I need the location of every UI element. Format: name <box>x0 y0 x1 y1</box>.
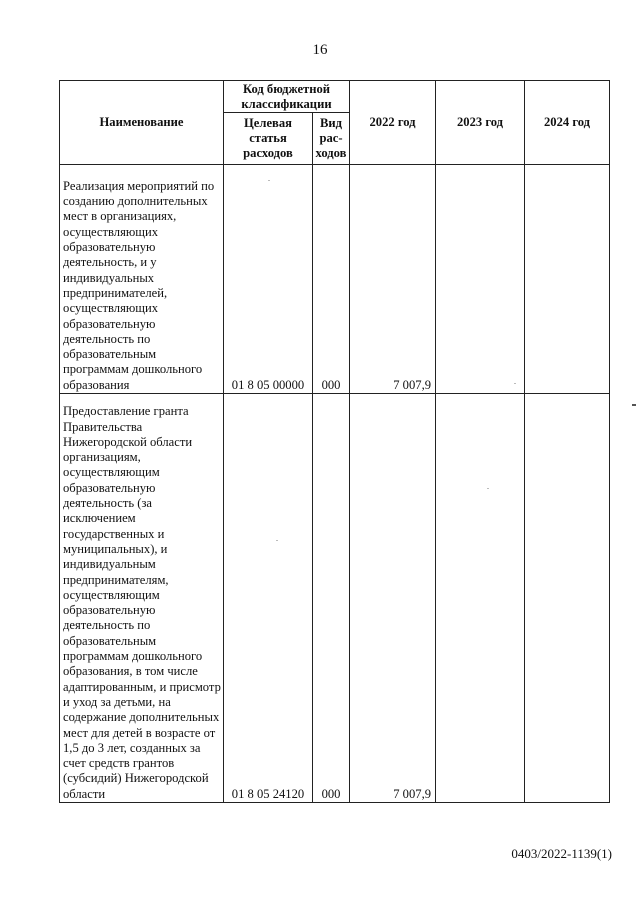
row-name: Предоставление гранта Правительства Нижегородской области организациям, осуществляющим образовательную деятельность (за исключением государственных и муниципальных), и индивидуальным предпринимателям, осуществляющим образовательную деятельность по образовательным программам дошкольного образования, в том числе адаптированным, и присмотр и уход за детьми, на содержание дополнительных мест для детей в возрасте от 1,5 до 3 лет, созданных за счет средств грантов (субсидий) Нижегородской области <box>60 394 224 803</box>
table-row <box>60 394 610 803</box>
header-2023: 2023 год <box>436 81 525 165</box>
table-row <box>60 165 610 394</box>
row-expense-kind: 000 <box>313 165 350 394</box>
row-value-2022: 7 007,9 <box>350 394 436 803</box>
row-value-2023 <box>436 394 525 803</box>
row-value-2022: 7 007,9 <box>350 165 436 394</box>
scan-edge-mark <box>632 404 636 406</box>
budget-table <box>59 80 610 803</box>
header-expense-kind: Вид рас-ходов <box>313 113 350 165</box>
row-value-2024 <box>525 394 610 803</box>
scan-speck <box>276 540 278 541</box>
row-name: Реализация мероприятий по созданию дополнительных мест в организациях, осуществляющих образовательную деятельность, и у индивидуальных предпринимателей, осуществляющих образовательную деятельность по образовательным программам дошкольного образования <box>60 165 224 394</box>
row-target-article: 01 8 05 24120 <box>224 394 313 803</box>
header-kbk-group: Код бюджетной классификации <box>224 81 350 113</box>
row-value-2023 <box>436 165 525 394</box>
scan-speck <box>268 180 270 181</box>
header-name: Наименование <box>60 81 224 165</box>
document-code: 0403/2022-1139(1) <box>511 846 612 861</box>
header-row-top <box>60 81 610 113</box>
header-2024: 2024 год <box>525 81 610 165</box>
header-target-article: Целевая статья расходов <box>224 113 313 165</box>
row-expense-kind: 000 <box>313 394 350 803</box>
row-target-article: 01 8 05 00000 <box>224 165 313 394</box>
row-value-2024 <box>525 165 610 394</box>
page-number: 16 <box>312 42 328 58</box>
header-2022: 2022 год <box>350 81 436 165</box>
scan-speck <box>487 488 489 489</box>
scan-speck <box>514 383 516 384</box>
